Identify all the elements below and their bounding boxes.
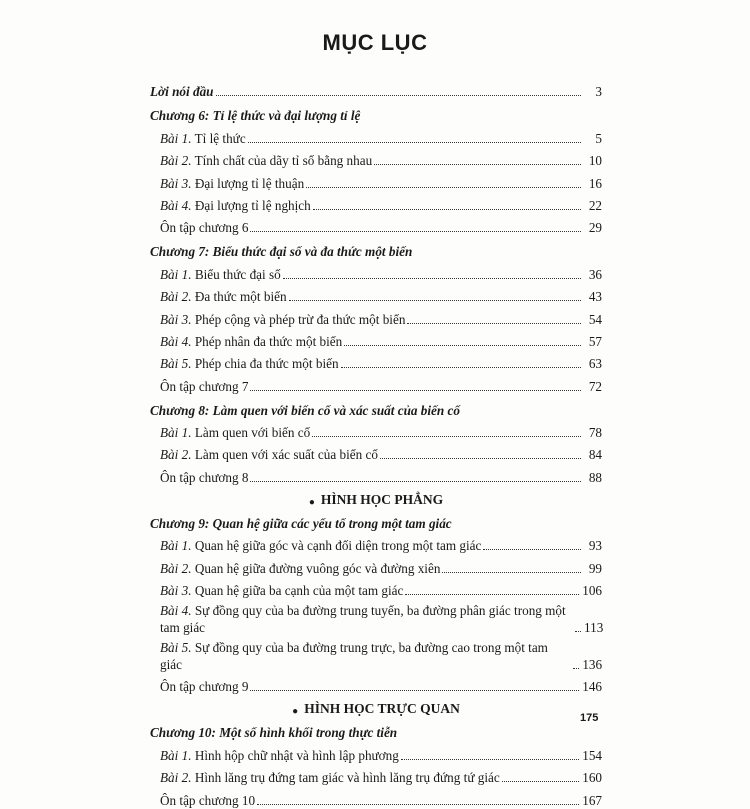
lesson-number: Bài 2. [160,289,192,305]
toc-entry [150,214,602,236]
section-label: HÌNH HỌC PHẲNG [320,491,444,507]
entry-title: Đại lượng tỉ lệ nghịch [194,197,311,213]
toc-entry [150,441,602,463]
page-title: MỤC LỤC [322,30,428,55]
leader-dots [407,323,581,324]
lesson-number: Bài 1. [160,266,192,282]
entry-title: Tính chất của dãy tỉ số bằng nhau [194,153,373,169]
bullet-icon: ● [308,496,315,508]
entry-title: Quan hệ giữa đường vuông góc và đường xiên [194,560,441,576]
entry-title: Làm quen với xác suất của biến cố [194,447,378,463]
leader-dots [283,278,581,279]
lesson-number: Bài 2. [160,447,192,463]
lesson-number: Bài 5. [160,356,192,372]
entry-page: 136 [582,657,603,673]
entry-title: Ôn tập chương 6 [160,220,249,236]
lesson-number: Bài 1. [160,130,192,146]
entry-page: 5 [595,130,602,146]
chapter-title: Chương 7: Biểu thức đại số và đa thức một biến [150,244,413,260]
toc-entry [150,147,602,169]
lesson-number: Bài 1. [160,425,192,441]
toc-chapter-heading [150,717,602,741]
leader-dots [250,231,581,232]
leader-dots [312,436,581,437]
lesson-number: Bài 3. [160,175,192,191]
entry-page: 93 [588,538,602,554]
entry-title: Lời nói đầu [150,84,214,100]
toc-entry [150,554,602,576]
leader-dots [250,690,579,691]
entry-page: 99 [588,560,602,576]
chapter-title: Chương 6: Tỉ lệ thức và đại lượng tỉ lệ [150,108,361,124]
entry-title: Đại lượng tỉ lệ thuận [194,175,305,191]
leader-dots [289,300,581,301]
toc-chapter-heading [150,236,602,260]
toc-entry [150,764,602,786]
toc-entry [150,169,602,191]
entry-page: 167 [582,792,602,808]
bullet-icon: ● [292,706,299,718]
entry-title: Ôn tập chương 9 [160,679,249,695]
lesson-number: Bài 1. [160,538,192,554]
entry-page: 22 [588,197,602,213]
entry-page: 146 [582,679,602,695]
toc-entry [150,673,602,695]
entry-title: Đa thức một biến [194,289,287,305]
entry-page: 84 [588,447,602,463]
lesson-number: Bài 5. [160,640,192,656]
toc-entry [150,124,602,146]
toc-chapter-heading [150,395,602,419]
page-number: 175 [580,712,599,724]
entry-title: Tỉ lệ thức [194,130,246,146]
entry-title: Quan hệ giữa ba cạnh của một tam giác [194,583,404,599]
leader-dots [442,572,581,573]
toc-entry [150,305,602,327]
toc-entry [150,786,602,808]
entry-page: 113 [584,620,604,636]
lesson-number: Bài 1. [160,747,192,763]
entry-title: Hình lăng trụ đứng tam giác và hình lăng trụ đứng tứ giác [194,770,500,786]
toc-entry [150,577,602,599]
leader-dots [374,164,581,165]
section-heading [150,486,602,508]
entry-title: Phép chia đa thức một biến [194,356,339,372]
toc-entry [150,599,602,636]
entry-title: Ôn tập chương 8 [160,469,249,485]
entry-title: Phép cộng và phép trừ đa thức một biến [194,311,406,327]
toc-entry [150,532,602,554]
entry-title: Quan hệ giữa góc và cạnh đối diện trong một tam giác [194,538,482,554]
toc-entry [150,741,602,763]
toc-chapter-heading [150,100,602,124]
lesson-number: Bài 2. [160,153,192,169]
entry-title: Ôn tập chương 7 [160,378,249,394]
toc-entry [150,192,602,214]
entry-page: 88 [588,469,602,485]
leader-dots [483,549,581,550]
entry-title: Hình hộp chữ nhật và hình lập phương [194,747,399,763]
lesson-number: Bài 4. [160,333,192,349]
lesson-number: Bài 4. [160,197,192,213]
entry-page: 29 [588,220,602,236]
entry-page: 160 [582,770,602,786]
entry-page: 54 [588,311,602,327]
entry-page: 16 [588,175,602,191]
entry-page: 78 [588,425,602,441]
table-of-contents [150,78,602,809]
leader-dots [250,390,581,391]
toc-entry [150,350,602,372]
chapter-title: Chương 9: Quan hệ giữa các yếu tố trong một tam giác [150,515,452,531]
leader-dots [248,142,581,143]
entry-title: Sự đồng quy của ba đường trung trực, ba đường cao trong một tam giác [160,640,548,672]
leader-dots [313,209,581,210]
entry-page: 63 [588,356,602,372]
entry-page: 154 [582,747,602,763]
leader-dots [405,594,579,595]
toc-entry [150,372,602,394]
section-heading [150,695,602,717]
leader-dots [401,759,579,760]
entry-title: Phép nhân đa thức một biến [194,333,343,349]
toc-chapter-heading [150,508,602,532]
entry-page: 72 [588,378,602,394]
lesson-number: Bài 3. [160,311,192,327]
toc-entry [150,463,602,485]
entry-title: Sự đồng quy của ba đường trung tuyến, ba đường phân giác trong một tam giác [160,603,566,635]
lesson-number: Bài 2. [160,770,192,786]
entry-page: 36 [588,266,602,282]
entry-page: 10 [588,153,602,169]
entry-page: 57 [588,333,602,349]
leader-dots [344,345,581,346]
entry-page: 106 [582,583,602,599]
entry-title: Biểu thức đại số [194,266,281,282]
entry-page: 3 [595,84,602,100]
entry-title: Làm quen với biến cố [194,425,311,441]
toc-entry [150,260,602,282]
leader-dots [306,187,581,188]
toc-entry [150,328,602,350]
leader-dots [380,458,581,459]
toc-entry [150,283,602,305]
lesson-number: Bài 4. [160,603,192,619]
leader-dots [250,481,581,482]
toc-entry [150,419,602,441]
toc-entry [150,78,602,100]
lesson-number: Bài 3. [160,583,192,599]
leader-dots [341,367,581,368]
toc-entry [150,636,602,673]
leader-dots [216,95,581,96]
lesson-number: Bài 2. [160,560,192,576]
entry-page: 43 [588,289,602,305]
section-label: HÌNH HỌC TRỰC QUAN [304,701,460,717]
chapter-title: Chương 10: Một số hình khối trong thực tiễn [150,725,398,741]
leader-dots [257,804,579,805]
entry-title: Ôn tập chương 10 [160,792,256,808]
leader-dots [502,781,579,782]
chapter-title: Chương 8: Làm quen với biến cố và xác suất của biến cố [150,402,460,418]
